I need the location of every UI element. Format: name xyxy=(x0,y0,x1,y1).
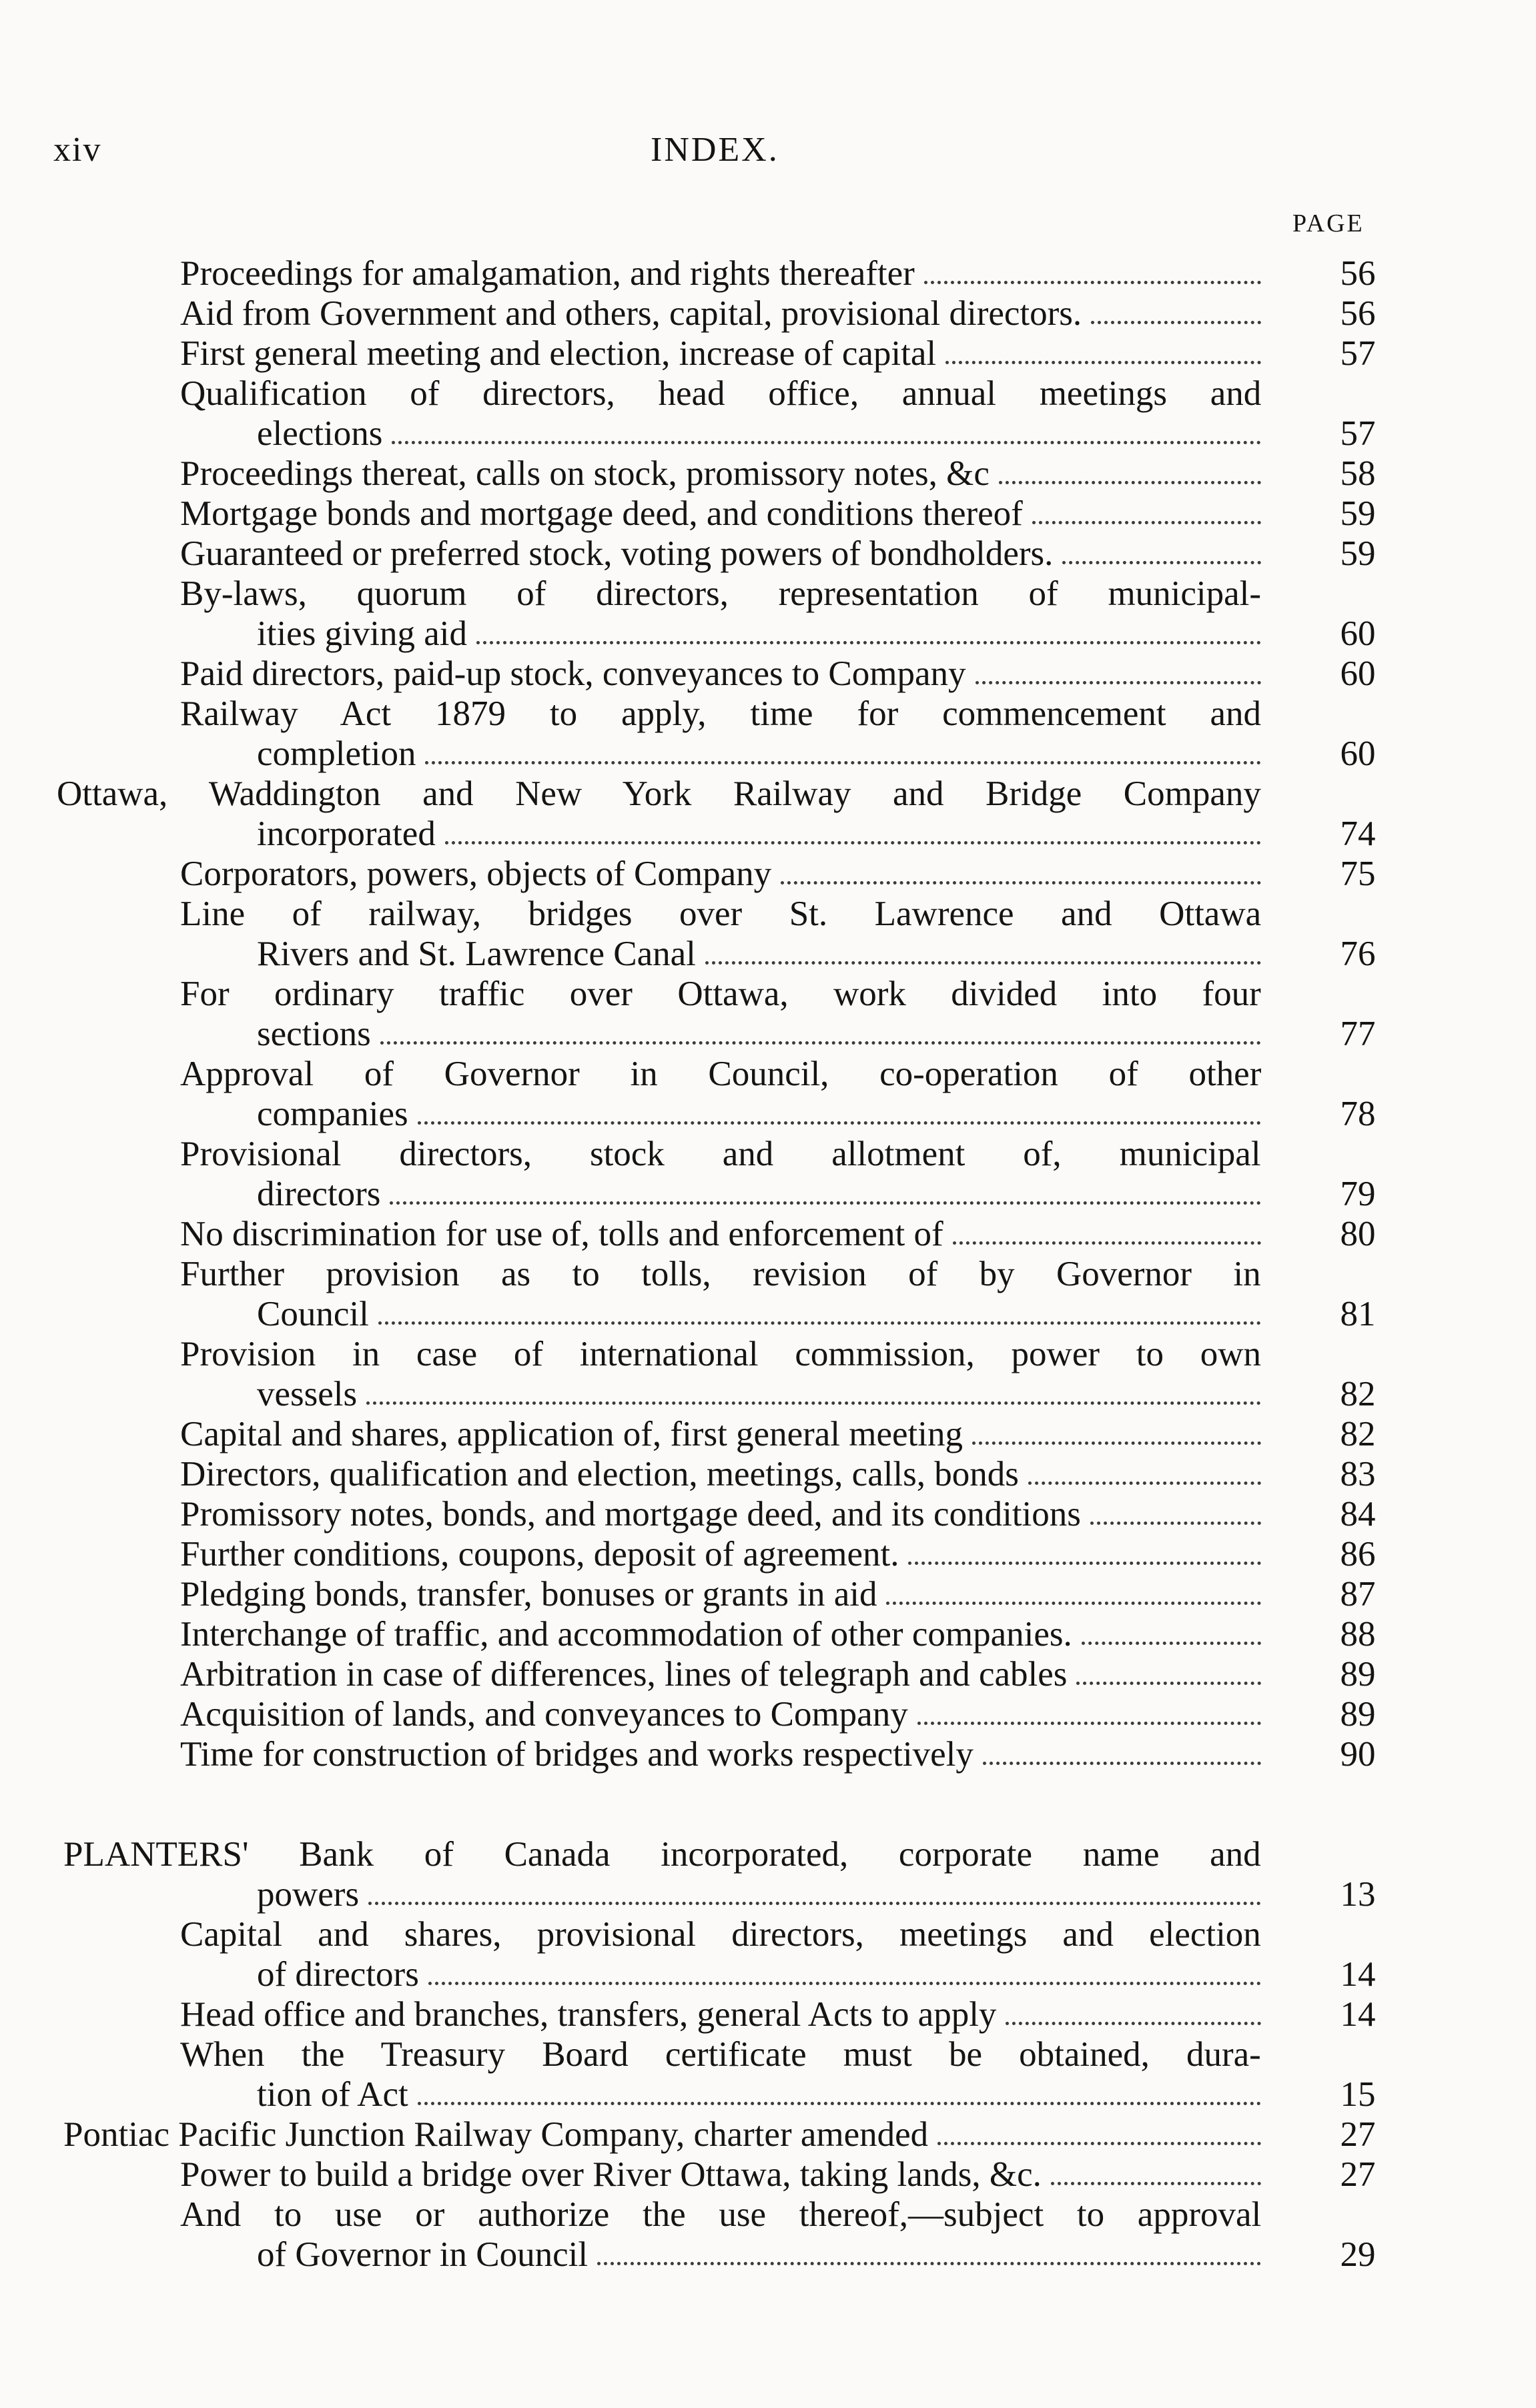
dot-leader xyxy=(976,681,1261,684)
entry-text: Qualification of directors, head office, annual meetings and xyxy=(180,374,1262,413)
entry-page-number: 56 xyxy=(1340,254,1376,293)
entry-page-number: 83 xyxy=(1340,1455,1376,1493)
entry-text: Provision in case of international commission, power to own xyxy=(180,1335,1261,1373)
entry-text: When the Treasury Board certificate must be obtained, dura- xyxy=(180,2035,1261,2074)
index-entries xyxy=(0,253,1536,2275)
index-entry xyxy=(0,293,1536,334)
entry-page-number: 84 xyxy=(1340,1495,1376,1534)
page-title: INDEX. xyxy=(651,131,779,169)
dot-leader xyxy=(1091,321,1261,324)
dot-leader xyxy=(953,1241,1261,1245)
dot-leader xyxy=(1082,1642,1261,1645)
index-entry xyxy=(0,1334,1536,1374)
dot-leader xyxy=(886,1602,1261,1605)
entry-page-number: 89 xyxy=(1340,1655,1376,1694)
index-entry xyxy=(0,414,1536,454)
entry-page-number: 81 xyxy=(1340,1295,1376,1333)
index-entry xyxy=(0,2195,1536,2235)
index-entry xyxy=(0,1734,1536,1774)
entry-text: Paid directors, paid-up stock, conveyances to Company xyxy=(180,654,966,693)
entry-text: Mortgage bonds and mortgage deed, and conditions thereof xyxy=(180,494,1023,533)
index-entry xyxy=(0,1494,1536,1534)
entry-text: completion xyxy=(257,734,416,773)
entry-page-number: 58 xyxy=(1340,454,1376,493)
entry-text: Ottawa, Waddington and New York Railway and Bridge Company xyxy=(57,774,1261,813)
entry-page-number: 88 xyxy=(1340,1615,1376,1654)
entry-page-number: 15 xyxy=(1340,2075,1376,2114)
dot-leader xyxy=(428,1982,1261,1985)
entry-text: Rivers and St. Lawrence Canal xyxy=(257,935,696,973)
entry-page-number: 90 xyxy=(1340,1735,1376,1774)
dot-leader xyxy=(705,961,1261,965)
entry-text: PLANTERS' Bank of Canada incorporated, corporate name and xyxy=(63,1835,1261,1874)
index-entry xyxy=(0,1174,1536,1214)
dot-leader xyxy=(378,1321,1261,1325)
index-entry xyxy=(0,374,1536,414)
entry-text: Pontiac Pacific Junction Railway Company, charter amended xyxy=(63,2115,929,2154)
index-entry xyxy=(0,1414,1536,1454)
index-entry xyxy=(0,534,1536,574)
page-column-heading: PAGE xyxy=(1292,209,1365,237)
dot-leader xyxy=(418,2102,1261,2105)
entry-text: Acquisition of lands, and conveyances to Company xyxy=(180,1695,908,1734)
entry-text: elections xyxy=(257,414,383,453)
index-entry xyxy=(0,1294,1536,1334)
index-entry xyxy=(0,1214,1536,1254)
entry-page-number: 75 xyxy=(1340,854,1376,893)
dot-leader xyxy=(917,1722,1261,1725)
index-entry xyxy=(0,1994,1536,2034)
entry-page-number: 60 xyxy=(1340,734,1376,773)
entry-text: No discrimination for use of, tolls and enforcement of xyxy=(180,1215,943,1253)
entry-page-number: 56 xyxy=(1340,294,1376,333)
entry-text: Provisional directors, stock and allotment of, municipal xyxy=(180,1135,1261,1173)
entry-text: Capital and shares, provisional directors, meetings and election xyxy=(180,1915,1261,1954)
entry-page-number: 87 xyxy=(1340,1575,1376,1614)
entry-text: powers xyxy=(257,1875,360,1914)
entry-page-number: 77 xyxy=(1340,1015,1376,1053)
entry-page-number: 89 xyxy=(1340,1695,1376,1734)
index-entry xyxy=(0,694,1536,734)
index-entry xyxy=(0,334,1536,374)
entry-page-number: 27 xyxy=(1340,2115,1376,2154)
entry-text: companies xyxy=(257,1095,408,1133)
index-entry xyxy=(0,1614,1536,1654)
entry-text: Arbitration in case of differences, lines of telegraph and cables xyxy=(180,1655,1068,1694)
entry-text: And to use or authorize the use thereof,—subject to approval xyxy=(180,2195,1262,2234)
entry-page-number: 59 xyxy=(1340,494,1376,533)
dot-leader xyxy=(425,761,1261,764)
index-entry xyxy=(0,1954,1536,1994)
index-entry xyxy=(0,1874,1536,1914)
entry-text: Line of railway, bridges over St. Lawrence and Ottawa xyxy=(180,894,1262,933)
entry-text: Further conditions, coupons, deposit of agreement. xyxy=(180,1535,899,1574)
index-entry xyxy=(0,614,1536,654)
index-entry xyxy=(0,1014,1536,1054)
index-entry xyxy=(0,2034,1536,2074)
dot-leader xyxy=(1028,1481,1261,1485)
index-entry xyxy=(0,1454,1536,1494)
index-entry xyxy=(0,2115,1536,2155)
index-entry xyxy=(0,974,1536,1014)
entry-text: Corporators, powers, objects of Company xyxy=(180,854,772,893)
entry-page-number: 82 xyxy=(1340,1375,1376,1413)
entry-page-number: 76 xyxy=(1340,935,1376,973)
index-entry xyxy=(0,2235,1536,2275)
entry-text: Capital and shares, application of, first general meeting xyxy=(180,1415,963,1453)
dot-leader xyxy=(380,1041,1261,1045)
index-entry xyxy=(0,1534,1536,1574)
entry-text: of directors xyxy=(257,1955,419,1994)
index-entry xyxy=(0,494,1536,534)
entry-page-number: 13 xyxy=(1340,1875,1376,1914)
index-entry xyxy=(0,454,1536,494)
dot-leader xyxy=(945,361,1261,364)
entry-text: incorporated xyxy=(257,814,436,853)
entry-text: Pledging bonds, transfer, bonuses or grants in aid xyxy=(180,1575,877,1614)
index-entry xyxy=(0,1134,1536,1174)
entry-page-number: 79 xyxy=(1340,1175,1376,1213)
entry-text: Council xyxy=(257,1295,369,1333)
dot-leader xyxy=(983,1762,1261,1765)
section-gap xyxy=(0,1774,1536,1834)
index-entry xyxy=(0,774,1536,814)
index-entry xyxy=(0,1574,1536,1614)
index-entry xyxy=(0,2155,1536,2195)
entry-page-number: 60 xyxy=(1340,654,1376,693)
entry-text: Proceedings for amalgamation, and rights thereafter xyxy=(180,254,915,293)
dot-leader xyxy=(1032,521,1261,524)
index-entry xyxy=(0,1054,1536,1094)
entry-text: Railway Act 1879 to apply, time for commencement and xyxy=(180,694,1262,733)
dot-leader xyxy=(476,641,1261,644)
entry-page-number: 82 xyxy=(1340,1415,1376,1453)
dot-leader xyxy=(972,1441,1261,1445)
entry-page-number: 78 xyxy=(1340,1095,1376,1133)
dot-leader xyxy=(1076,1682,1261,1685)
dot-leader xyxy=(1051,2182,1261,2185)
entry-page-number: 74 xyxy=(1340,814,1376,853)
entry-text: Guaranteed or preferred stock, voting powers of bondholders. xyxy=(180,534,1054,573)
dot-leader xyxy=(908,1562,1261,1565)
dot-leader xyxy=(999,481,1261,484)
index-entry xyxy=(0,1254,1536,1294)
index-entry xyxy=(0,734,1536,774)
index-entry xyxy=(0,2074,1536,2115)
dot-leader xyxy=(781,881,1261,884)
entry-text: Interchange of traffic, and accommodation of other companies. xyxy=(180,1615,1072,1654)
entry-text: ities giving aid xyxy=(257,614,468,653)
dot-leader xyxy=(392,441,1261,444)
dot-leader xyxy=(597,2262,1261,2265)
entry-text: Approval of Governor in Council, co-operation of other xyxy=(180,1055,1262,1093)
index-entry xyxy=(0,1654,1536,1694)
index-entry xyxy=(0,894,1536,934)
dot-leader xyxy=(1062,561,1261,564)
entry-text: tion of Act xyxy=(257,2075,408,2114)
index-entry xyxy=(0,934,1536,974)
entry-text: Power to build a bridge over River Ottawa, taking lands, &c. xyxy=(180,2155,1042,2194)
entry-page-number: 60 xyxy=(1340,614,1376,653)
entry-text: Head office and branches, transfers, general Acts to apply xyxy=(180,1995,997,2034)
entry-text: Proceedings thereat, calls on stock, promissory notes, &c xyxy=(180,454,990,493)
dot-leader xyxy=(1006,2022,1261,2025)
dot-leader xyxy=(418,1121,1261,1125)
entry-page-number: 14 xyxy=(1340,1995,1376,2034)
entry-page-number: 86 xyxy=(1340,1535,1376,1574)
dot-leader xyxy=(368,1902,1261,1905)
entry-text: vessels xyxy=(257,1375,358,1413)
entry-text: Aid from Government and others, capital, provisional directors. xyxy=(180,294,1082,333)
entry-page-number: 80 xyxy=(1340,1215,1376,1253)
dot-leader xyxy=(366,1401,1261,1405)
dot-leader xyxy=(1090,1522,1261,1525)
entry-text: Further provision as to tolls, revision of by Governor in xyxy=(180,1255,1261,1293)
index-entry xyxy=(0,1914,1536,1954)
entry-text: of Governor in Council xyxy=(257,2235,589,2274)
index-entry xyxy=(0,854,1536,894)
entry-text: First general meeting and election, increase of capital xyxy=(180,334,937,373)
entry-text: sections xyxy=(257,1015,371,1053)
index-entry xyxy=(0,654,1536,694)
index-entry xyxy=(0,814,1536,854)
entry-page-number: 59 xyxy=(1340,534,1376,573)
index-entry xyxy=(0,1374,1536,1414)
entry-page-number: 14 xyxy=(1340,1955,1376,1994)
entry-text: Time for construction of bridges and works respectively xyxy=(180,1735,974,1774)
entry-text: By-laws, quorum of directors, representation of municipal- xyxy=(180,574,1262,613)
index-entry xyxy=(0,574,1536,614)
page-folio: xiv xyxy=(53,131,102,169)
dot-leader xyxy=(390,1201,1261,1205)
entry-text: directors xyxy=(257,1175,381,1213)
index-entry xyxy=(0,1834,1536,1874)
index-entry xyxy=(0,1694,1536,1734)
entry-text: Directors, qualification and election, meetings, calls, bonds xyxy=(180,1455,1019,1493)
dot-leader xyxy=(445,841,1261,844)
entry-page-number: 29 xyxy=(1340,2235,1376,2274)
entry-text: Promissory notes, bonds, and mortgage deed, and its conditions xyxy=(180,1495,1081,1534)
entry-page-number: 27 xyxy=(1340,2155,1376,2194)
index-entry xyxy=(0,253,1536,293)
entry-page-number: 57 xyxy=(1340,414,1376,453)
dot-leader xyxy=(924,281,1261,284)
index-entry xyxy=(0,1094,1536,1134)
entry-text: For ordinary traffic over Ottawa, work divided into four xyxy=(180,975,1261,1013)
dot-leader xyxy=(937,2142,1261,2145)
entry-page-number: 57 xyxy=(1340,334,1376,373)
